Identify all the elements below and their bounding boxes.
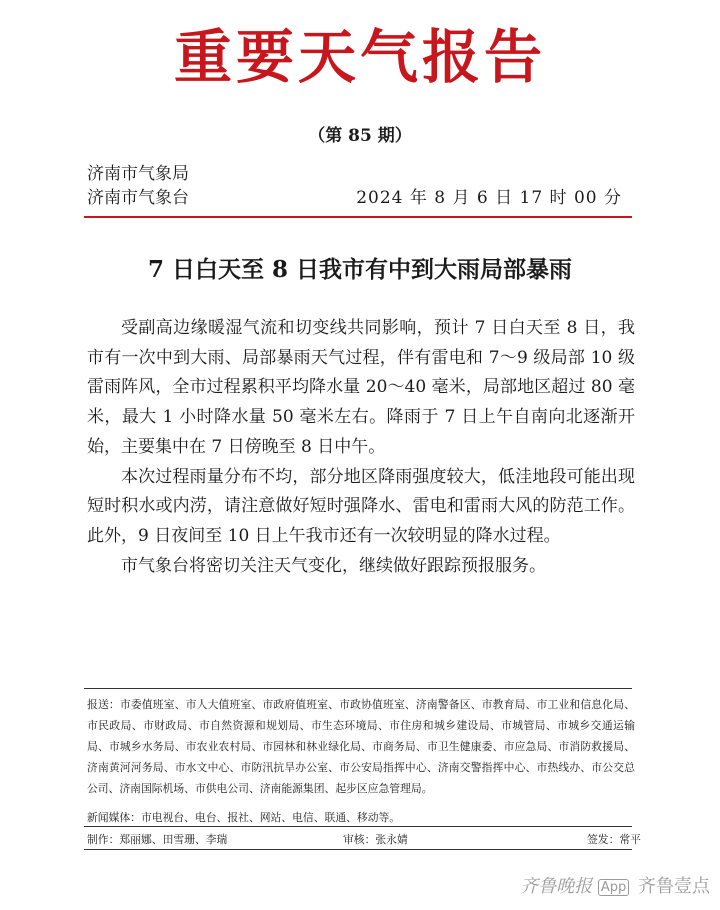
report-body bbox=[87, 314, 635, 581]
divider-bottom bbox=[84, 849, 632, 850]
watermark-script: 齐鲁晚报 bbox=[520, 876, 593, 897]
watermark-brand: 齐鲁壹点 bbox=[638, 876, 710, 897]
paragraph-warning: 本次过程雨量分布不均，部分地区降雨强度较大，低洼地段可能出现短时积水或内涝，请注意做好短时强降水、雷电和雷雨大风的防范工作。此外，9 日夜间至 10 日上午我市还有一次较明显的降水过程。 bbox=[87, 466, 635, 546]
watermark bbox=[520, 872, 710, 898]
app-icon: App bbox=[598, 879, 629, 896]
issuer-bureau: 济南市气象局 bbox=[87, 164, 189, 184]
issue-datetime: 2024 年 8 月 6 日 17 时 00 分 bbox=[356, 188, 622, 208]
divider-top bbox=[84, 688, 632, 689]
paragraph-forecast: 受副高边缘暖湿气流和切变线共同影响，预计 7 日白天至 8 日，我市有一次中到大雨、局部暴雨天气过程，伴有雷电和 7～9 级局部 10 级雷雨阵风，全市过程累积平均降水量 20～40 毫米，局部地区超过 80 毫米，最大 1 小时降水量 50 毫米左右。降雨于 7 日上午自南向北逐渐开始，主要集中在 7 日傍晚至 8 日中午。 bbox=[87, 318, 635, 457]
red-divider bbox=[84, 216, 632, 218]
report-title: 重要天气报告 bbox=[173, 23, 546, 91]
made-by: 制作：郑丽娜、田雪珊、李瑞 bbox=[87, 833, 228, 846]
recipients-list: 报送：市委值班室、市人大值班室、市政府值班室、市政协值班室、济南警备区、市教育局、市工业和信息化局、市民政局、市财政局、市自然资源和规划局、市生态环境局、市住房和城乡建设局、市城管局、市城乡交通运输局、市城乡水务局、市农业农村局、市园林和林业绿化局、市商务局、市卫生健康委、市应急局、市消防救援局、济南黄河河务局、市水文中心、市防汛抗旱办公室、市公安局指挥中心、济南交警指挥中心、市热线办、市公交总公司、济南国际机场、市供电公司、济南能源集团、起步区应急管理局。 bbox=[87, 698, 635, 795]
headline: 7 日白天至 8 日我市有中到大雨局部暴雨 bbox=[147, 256, 573, 283]
media-list: 新闻媒体：市电视台、电台、报社、网站、电信、联通、移动等。 bbox=[87, 811, 401, 824]
paragraph-closing: 市气象台将密切关注天气变化，继续做好跟踪预报服务。 bbox=[121, 555, 546, 576]
signed-by: 签发：常平 bbox=[587, 833, 641, 846]
reviewed-by: 审核：张永婧 bbox=[343, 833, 408, 846]
issuer-observatory: 济南市气象台 bbox=[87, 188, 189, 208]
issue-number: （第 85 期） bbox=[308, 126, 412, 146]
divider-mid bbox=[84, 826, 632, 827]
